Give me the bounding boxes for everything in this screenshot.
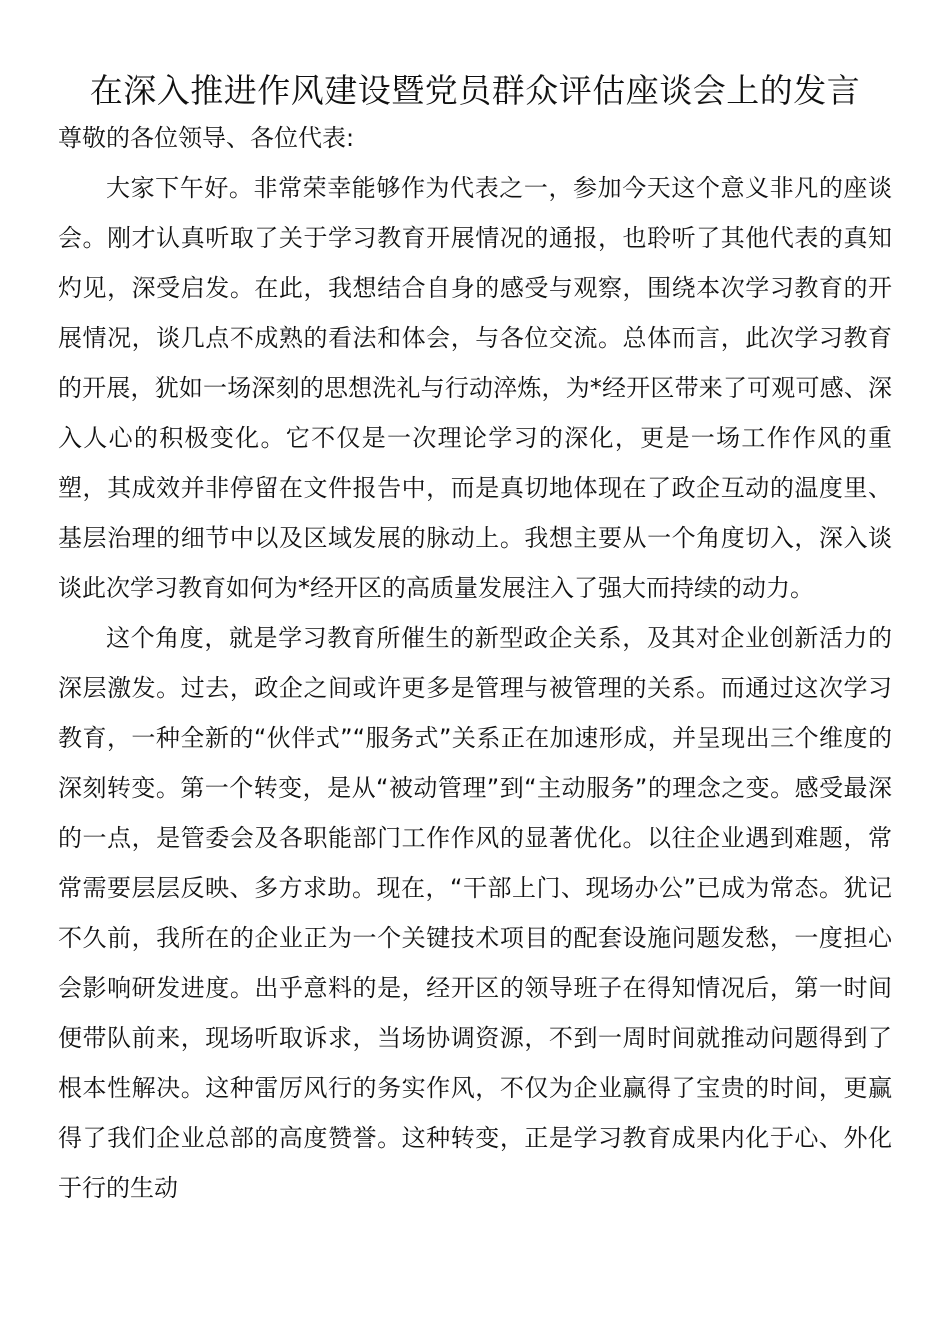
salutation: 尊敬的各位领导、各位代表: <box>58 124 355 152</box>
document-title: 在深入推进作风建设暨党员群众评估座谈会上的发言 <box>89 71 861 110</box>
paragraph-1: 大家下午好。非常荣幸能够作为代表之一，参加今天这个意义非凡的座谈会。刚才认真听取了关于学习教育开展情况的通报，也聆听了其他代表的真知灼见，深受启发。在此，我想结合自身的感受与观察，围绕本次学习教育的开展情况，谈几点不成熟的看法和体会，与各位交流。总体而言，此次学习教育的开展，犹如一场深刻的思想洗礼与行动淬炼，为*经开区带来了可观可感、深入人心的积极变化。它不仅是一次理论学习的深化，更是一场工作作风的重塑，其成效并非停留在文件报告中，而是真切地体现在了政企互动的温度里、基层治理的细节中以及区域发展的脉动上。我想主要从一个角度切入，深入谈谈此次学习教育如何为*经开区的高质量发展注入了强大而持续的动力。 <box>58 174 892 602</box>
paragraph-2: 这个角度，就是学习教育所催生的新型政企关系，及其对企业创新活力的深层激发。过去，政企之间或许更多是管理与被管理的关系。而通过这次学习教育，一种全新的“伙伴式”“服务式”关系正在加速形成，并呈现出三个维度的深刻转变。第一个转变，是从“被动管理”到“主动服务”的理念之变。感受最深的一点，是管委会及各职能部门工作作风的显著优化。以往企业遇到难题，常常需要层层反映、多方求助。现在，“干部上门、现场办公”已成为常态。犹记不久前，我所在的企业正为一个关键技术项目的配套设施问题发愁，一度担心会影响研发进度。出乎意料的是，经开区的领导班子在得知情况后，第一时间便带队前来，现场听取诉求，当场协调资源，不到一周时间就推动问题得到了根本性解决。这种雷厉风行的务实作风，不仅为企业赢得了宝贵的时间，更赢得了我们企业总部的高度赞誉。这种转变，正是学习教育成果内化于心、外化于行的生动 <box>58 624 892 1202</box>
document-body <box>58 113 892 1213</box>
